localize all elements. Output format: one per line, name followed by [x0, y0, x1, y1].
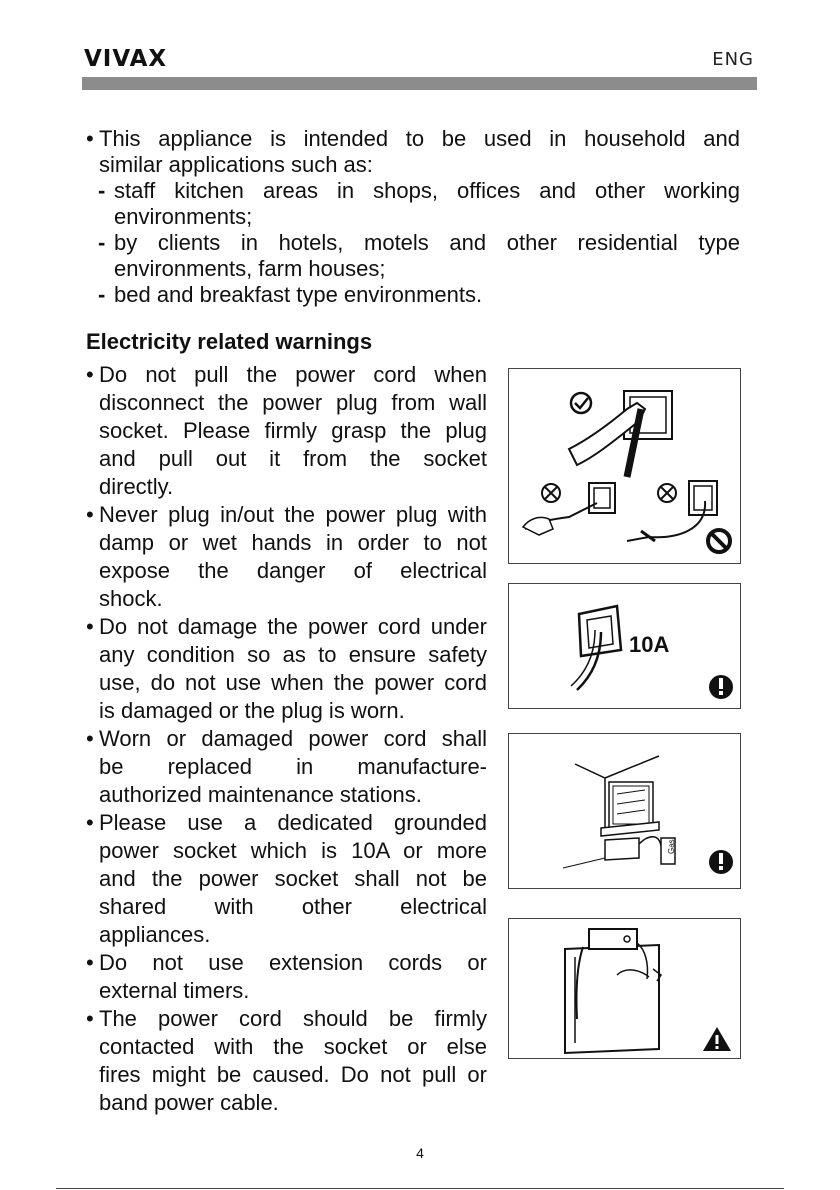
- intro-bullet: [86, 126, 740, 178]
- sub-item: [86, 178, 740, 230]
- warning-line: Worn or damaged power cord shall: [99, 726, 487, 751]
- forbidden-icon: [658, 484, 676, 502]
- sub-item-line: environments;: [114, 204, 253, 229]
- warning-line: is damaged or the plug is worn.: [99, 698, 405, 723]
- warning-line: any condition so as to ensure safety: [99, 642, 487, 667]
- warning-line: band power cable.: [99, 1090, 279, 1115]
- intro-line: similar applications such as:: [99, 152, 373, 177]
- language-label: ENG: [712, 49, 754, 70]
- sub-item-line: staff kitchen areas in shops, offices and other working: [114, 178, 740, 203]
- warning-line: use, do not use when the power cord: [99, 670, 487, 695]
- sub-item-line: bed and breakfast type environments.: [114, 282, 483, 307]
- warning-item: [86, 613, 487, 725]
- prohibition-icon: [708, 530, 730, 552]
- socket-label: Gas: [667, 839, 676, 854]
- warning-item: [86, 1005, 487, 1117]
- section-title: Electricity related warnings: [86, 329, 373, 354]
- warning-line: appliances.: [99, 922, 211, 947]
- warning-line: contacted with the socket or else: [99, 1034, 487, 1059]
- bullet-icon: •: [86, 502, 94, 527]
- page-number: 4: [416, 1145, 424, 1161]
- warning-exclamation-icon: [709, 850, 733, 874]
- sub-item: [86, 282, 740, 308]
- warning-line: shock.: [99, 586, 163, 611]
- warning-line: Do not use extension cords or: [99, 950, 487, 975]
- warning-line: shared with other electrical: [99, 894, 487, 919]
- warning-line: damp or wet hands in order to not: [99, 530, 487, 555]
- bullet-icon: •: [86, 614, 94, 639]
- warning-line: power socket which is 10A or more: [99, 838, 487, 863]
- dash-icon: -: [98, 230, 106, 255]
- warning-item: [86, 501, 487, 613]
- brand-logo: VIVAX: [84, 46, 168, 72]
- warning-line: Do not pull the power cord when: [99, 362, 487, 387]
- warning-exclamation-icon: [709, 675, 733, 699]
- sub-item-line: environments, farm houses;: [114, 256, 386, 281]
- warning-line: The power cord should be firmly: [99, 1006, 487, 1031]
- rating-label: 10A: [629, 632, 670, 657]
- warning-line: external timers.: [99, 978, 250, 1003]
- warning-item: [86, 949, 487, 1005]
- forbidden-icon: [542, 484, 560, 502]
- header-bar: [82, 77, 757, 90]
- figure-plug-pull: [508, 368, 741, 564]
- ok-icon: [571, 393, 591, 413]
- plug-pull-illustration: [509, 369, 740, 563]
- bullet-icon: •: [86, 1006, 94, 1031]
- bullet-icon: •: [86, 126, 94, 151]
- intro-block: [86, 126, 740, 308]
- warning-line: fires might be caused. Do not pull or: [99, 1062, 487, 1087]
- footer-divider: [56, 1188, 784, 1189]
- warning-line: Please use a dedicated grounded: [99, 810, 487, 835]
- warning-line: expose the danger of electrical: [99, 558, 487, 583]
- warning-line: socket. Please firmly grasp the plug: [99, 418, 487, 443]
- sub-item-line: by clients in hotels, motels and other residential type: [114, 230, 740, 255]
- bullet-icon: •: [86, 810, 94, 835]
- dash-icon: -: [98, 178, 106, 203]
- warning-item: [86, 809, 487, 949]
- warning-line: and pull out it from the socket: [99, 446, 487, 471]
- sub-item: [86, 230, 740, 282]
- intro-line: This appliance is intended to be used in household and: [99, 126, 740, 151]
- figure-socket-10a: [508, 583, 741, 709]
- warning-line: directly.: [99, 474, 174, 499]
- dash-icon: -: [98, 282, 106, 307]
- warning-line: disconnect the power plug from wall: [99, 390, 487, 415]
- bullet-icon: •: [86, 726, 94, 751]
- bullet-icon: •: [86, 950, 94, 975]
- warning-item: [86, 361, 487, 501]
- warning-line: be replaced in manufacture-: [99, 754, 487, 779]
- warning-line: authorized maintenance stations.: [99, 782, 422, 807]
- warning-line: Never plug in/out the power plug with: [99, 502, 487, 527]
- socket-10a-illustration: [509, 584, 740, 708]
- warning-triangle-icon: [703, 1027, 731, 1051]
- figure-dedicated-socket: [508, 733, 741, 889]
- figure-no-extension: [508, 918, 741, 1059]
- warnings-list: [86, 361, 487, 1117]
- no-extension-illustration: [509, 919, 740, 1058]
- warning-item: [86, 725, 487, 809]
- warning-line: and the power socket shall not be: [99, 866, 487, 891]
- warning-line: Do not damage the power cord under: [99, 614, 487, 639]
- dedicated-socket-illustration: [509, 734, 740, 888]
- bullet-icon: •: [86, 362, 94, 387]
